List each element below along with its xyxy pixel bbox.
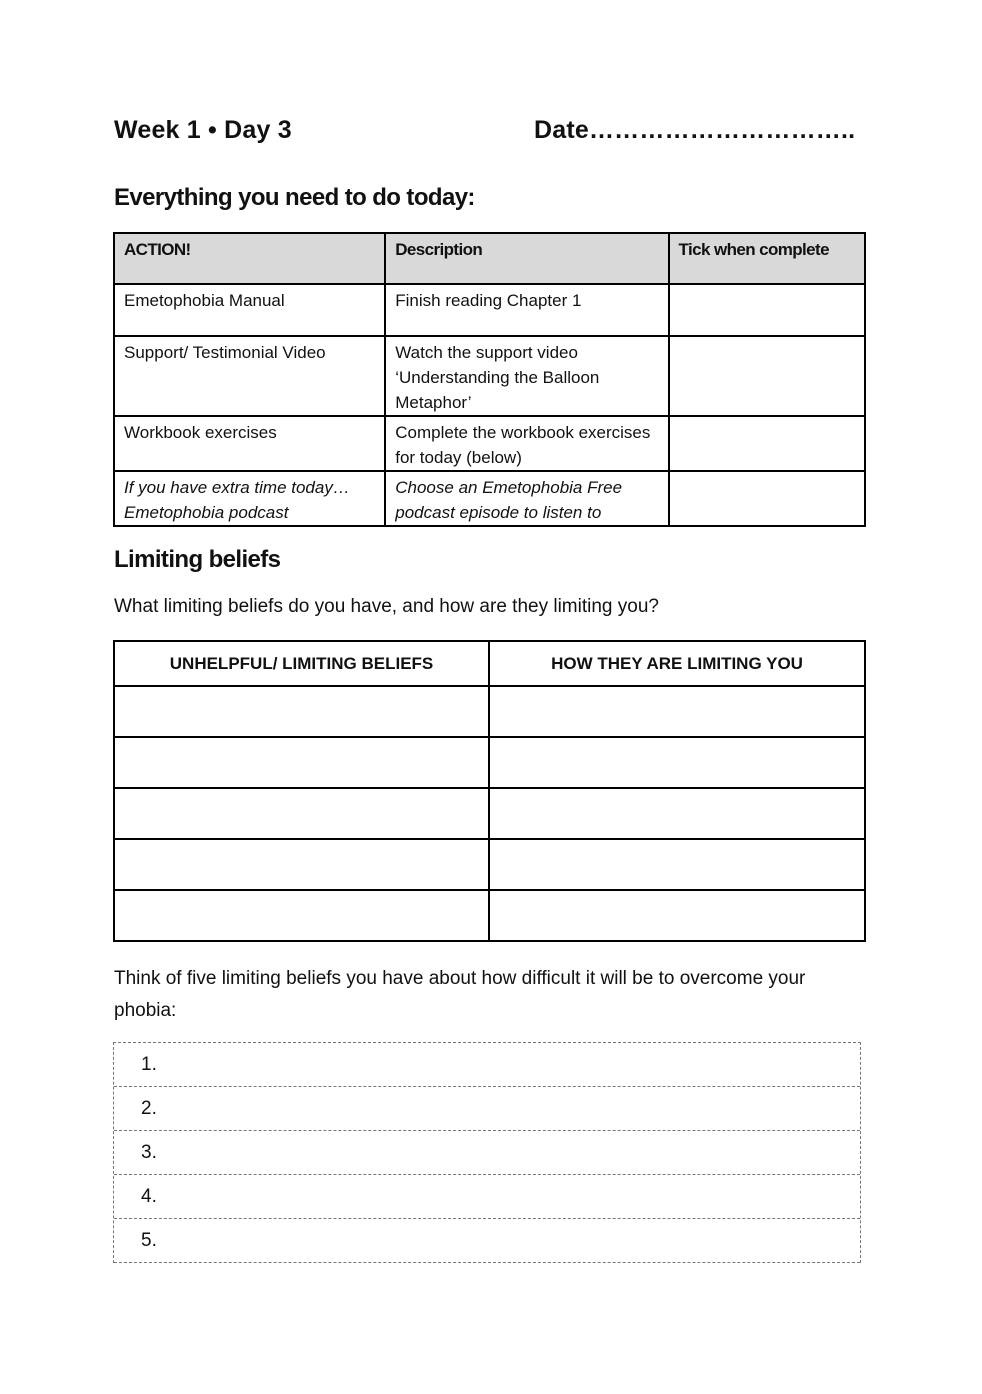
limiting-section-title: Limiting beliefs — [114, 546, 281, 573]
tick-cell[interactable] — [669, 336, 865, 416]
beliefs-header-row — [114, 641, 865, 686]
belief-cell[interactable] — [114, 686, 489, 737]
action-cell: Support/ Testimonial Video — [114, 336, 385, 416]
table-row — [114, 686, 865, 737]
list-item[interactable]: 4. — [114, 1175, 860, 1219]
limiting-cell[interactable] — [489, 686, 865, 737]
tick-cell[interactable] — [669, 471, 865, 526]
table-row — [114, 890, 865, 941]
belief-cell[interactable] — [114, 788, 489, 839]
column-header-beliefs: UNHELPFUL/ LIMITING BELIEFS — [114, 641, 489, 686]
table-row — [114, 788, 865, 839]
limiting-prompt: What limiting beliefs do you have, and how are they limiting you? — [114, 596, 659, 617]
limiting-cell[interactable] — [489, 788, 865, 839]
belief-cell[interactable] — [114, 839, 489, 890]
belief-cell[interactable] — [114, 890, 489, 941]
table-row — [114, 284, 865, 336]
today-section-title: Everything you need to do today: — [114, 184, 475, 211]
belief-cell[interactable] — [114, 737, 489, 788]
list-item[interactable]: 2. — [114, 1087, 860, 1131]
table-row — [114, 416, 865, 471]
limiting-cell[interactable] — [489, 890, 865, 941]
table-row — [114, 839, 865, 890]
actions-table — [113, 232, 866, 527]
week-day-heading: Week 1 • Day 3 — [114, 116, 292, 144]
description-cell: Finish reading Chapter 1 — [385, 284, 668, 336]
table-row — [114, 336, 865, 416]
numbered-list — [113, 1042, 861, 1263]
column-header-description: Description — [385, 233, 668, 284]
list-item[interactable]: 3. — [114, 1131, 860, 1175]
beliefs-table — [113, 640, 866, 942]
limiting-cell[interactable] — [489, 737, 865, 788]
description-cell: Choose an Emetophobia Free podcast episode to listen to — [385, 471, 668, 526]
date-field[interactable]: Date………………………….. — [534, 116, 856, 144]
limiting-cell[interactable] — [489, 839, 865, 890]
action-cell: Workbook exercises — [114, 416, 385, 471]
action-cell: Emetophobia Manual — [114, 284, 385, 336]
description-cell: Complete the workbook exercises for today (below) — [385, 416, 668, 471]
column-header-action: ACTION! — [114, 233, 385, 284]
description-cell: Watch the support video ‘Understanding the Balloon Metaphor’ — [385, 336, 668, 416]
list-item[interactable]: 5. — [114, 1219, 860, 1263]
five-beliefs-prompt: Think of five limiting beliefs you have about how difficult it will be to overcome your phobia: — [114, 968, 806, 1021]
list-item[interactable]: 1. — [114, 1043, 860, 1087]
column-header-tick: Tick when complete — [669, 233, 865, 284]
column-header-limiting: HOW THEY ARE LIMITING YOU — [489, 641, 865, 686]
table-row — [114, 471, 865, 526]
tick-cell[interactable] — [669, 416, 865, 471]
actions-header-row — [114, 233, 865, 284]
action-cell: If you have extra time today… Emetophobia podcast — [114, 471, 385, 526]
table-row — [114, 737, 865, 788]
tick-cell[interactable] — [669, 284, 865, 336]
